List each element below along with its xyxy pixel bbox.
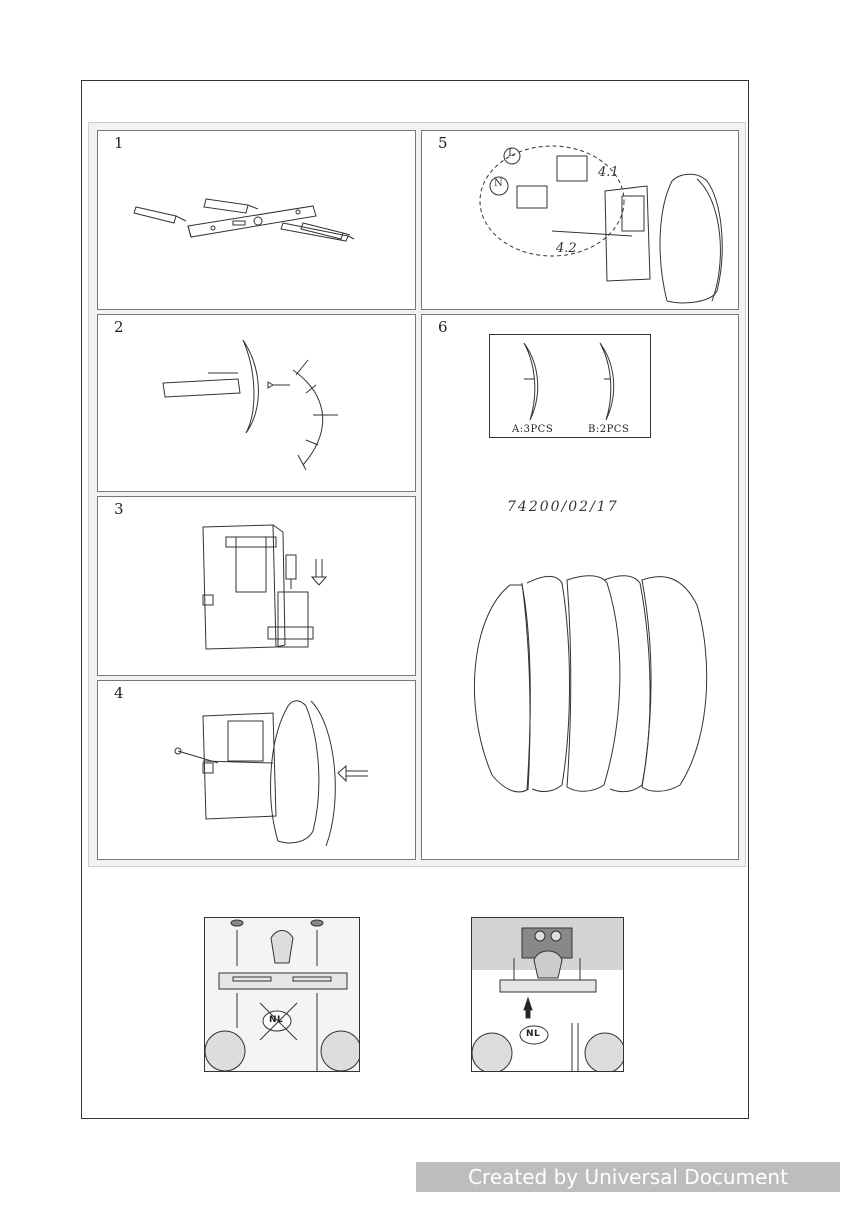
bulb-insertion-illustration — [98, 497, 417, 677]
step-number: 4 — [114, 684, 124, 702]
wiring-connection-illustration — [422, 131, 740, 311]
step-4-panel — [97, 680, 416, 860]
converter-watermark: Created by Universal Document Converter — [416, 1162, 840, 1192]
ceiling-mount-right-illustration — [472, 918, 624, 1072]
glass-type-b-label: B:2PCS — [588, 424, 630, 435]
glass-type-a-label: A:3PCS — [512, 424, 554, 435]
model-code: 74200/02/17 — [507, 499, 619, 515]
step-number: 3 — [114, 500, 124, 518]
mounting-bracket-screws-illustration — [98, 131, 417, 311]
callout-4-2: 4.2 — [556, 241, 577, 256]
nl-badge-right: NL — [526, 1029, 541, 1039]
step-1-panel — [97, 130, 416, 310]
nl-badge-left: NL — [269, 1015, 284, 1025]
step-number: 5 — [438, 134, 448, 152]
step-number: 6 — [438, 318, 448, 336]
assembled-lamp-illustration — [422, 315, 740, 861]
step-5-panel — [421, 130, 739, 310]
wire-label-n: N — [494, 178, 503, 189]
wire-label-l: L — [508, 148, 515, 159]
callout-4-1: 4.1 — [598, 165, 619, 180]
step-6-panel — [421, 314, 739, 860]
instruction-panels — [88, 122, 746, 867]
glass-fixing-illustration — [98, 681, 417, 861]
step-number: 2 — [114, 318, 124, 336]
step-2-panel — [97, 314, 416, 492]
ceiling-mount-left-illustration — [205, 918, 360, 1072]
ceiling-mount-photo-left — [204, 917, 360, 1072]
step-3-panel — [97, 496, 416, 676]
ceiling-mount-photo-right — [471, 917, 624, 1072]
step-number: 1 — [114, 134, 124, 152]
glass-attachment-illustration — [98, 315, 417, 493]
